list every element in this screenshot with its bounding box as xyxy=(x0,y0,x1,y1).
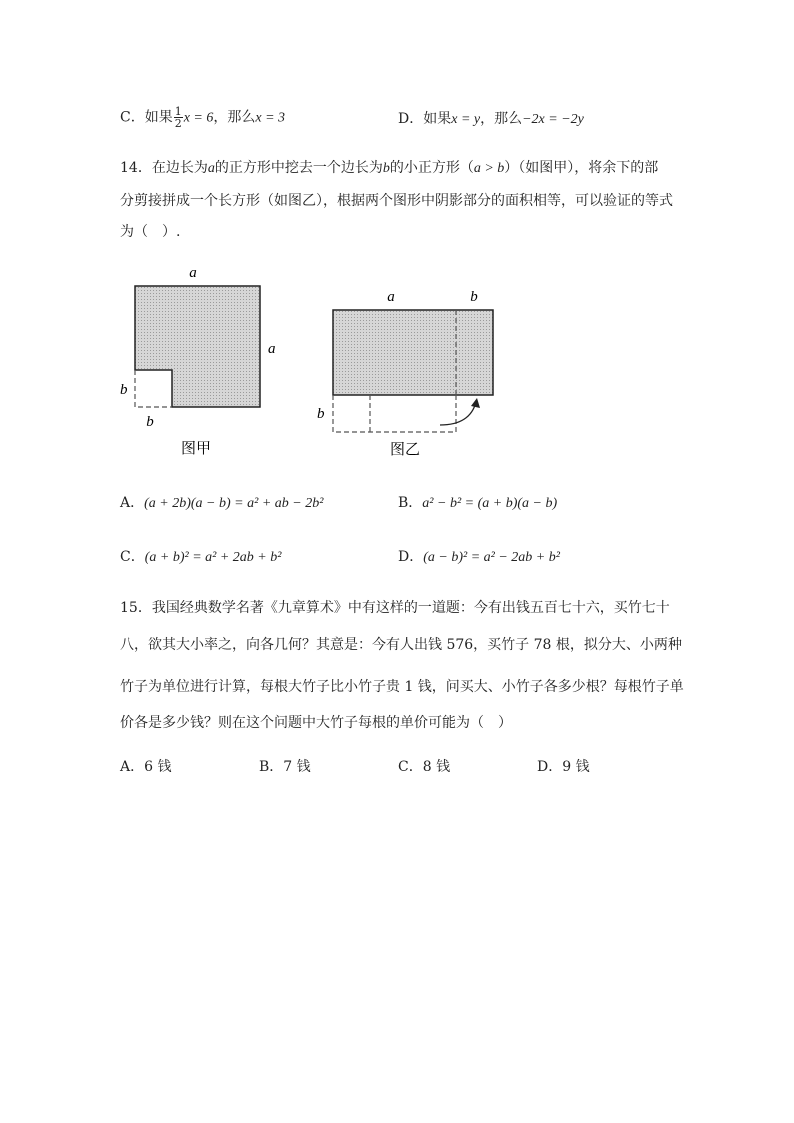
figure-jia-caption: 图甲 xyxy=(180,439,212,457)
q14-option-a-expr: (a + 2b)(a − b) = a² + ab − 2b² xyxy=(144,496,324,511)
q14-option-d: D．(a − b)² = a² − 2ab + b² xyxy=(398,549,560,565)
q14-line-3: 为（ ）. xyxy=(120,224,181,240)
q14-var-b: b xyxy=(382,161,390,176)
q14-condition: a > b xyxy=(473,161,505,176)
q15-option-b: B．7 钱 xyxy=(259,759,311,775)
figure-yi-move-arrow xyxy=(440,402,476,425)
q14-option-a: A．(a + 2b)(a − b) = a² + ab − 2b² xyxy=(120,495,324,511)
q13-option-c xyxy=(120,106,285,129)
q15-option-c: C．8 钱 xyxy=(398,759,451,775)
q13-option-d xyxy=(398,108,584,128)
figure-jia-label-right: a xyxy=(268,341,276,357)
q13-option-d-eq2: −2x = −2y xyxy=(522,112,584,127)
figure-yi-label-b: b xyxy=(470,289,478,305)
figure-yi-arrow-head xyxy=(471,398,480,408)
q14-option-b: B．a² − b² = (a + b)(a − b) xyxy=(398,495,558,511)
q15-line-1: 15．我国经典数学名著《九章算术》中有这样的一道题：今有出钱五百七十六，买竹七十 xyxy=(120,600,670,616)
q14-option-c: C．(a + b)² = a² + 2ab + b² xyxy=(120,549,282,565)
q13-option-d-mid: ，那么 xyxy=(480,111,523,127)
q13-option-c-label: C．如果 xyxy=(120,109,173,126)
q15-option-d: D．9 钱 xyxy=(537,759,590,775)
figure-jia-removed-square xyxy=(135,370,172,407)
figure-yi xyxy=(317,289,493,458)
figure-jia-shaded-region xyxy=(135,286,260,407)
figure-yi-label-a: a xyxy=(387,289,395,305)
figure-jia-label-bottom: b xyxy=(146,414,154,430)
q13-option-c-eq2: x = 3 xyxy=(255,110,286,126)
q14-option-c-expr: (a + b)² = a² + 2ab + b² xyxy=(144,550,282,565)
figure-jia-label-left: b xyxy=(120,382,128,398)
q13-option-d-label: D．如果 xyxy=(398,111,452,127)
q13-option-c-fraction: $\frac{1}{2}$ xyxy=(174,105,182,130)
q15-line-2: 八，欲其大小率之，向各几何？其意是：今有人出钱 576，买竹子 78 根，拟分大、小两种 xyxy=(120,637,682,653)
figure-yi-label-left: b xyxy=(317,406,325,422)
figure-yi-caption: 图乙 xyxy=(389,440,421,458)
q14-var-a: a xyxy=(207,161,215,176)
q14-line-1: 14．在边长为a的正方形中挖去一个边长为b的小正方形（a > b）（如图甲），将余下的部 xyxy=(120,160,659,176)
q15-line-3: 竹子为单位进行计算，每根大竹子比小竹子贵 1 钱，问买大、小竹子各多少根？每根竹子单 xyxy=(120,679,684,695)
q15-option-a: A．6 钱 xyxy=(120,759,172,775)
q14-line-2: 分剪接拼成一个长方形（如图乙），根据两个图形中阴影部分的面积相等，可以验证的等式 xyxy=(120,193,673,209)
q14-figures xyxy=(0,260,794,460)
q13-option-c-eq1: x = 6 xyxy=(183,110,214,126)
figure-jia xyxy=(120,265,276,457)
q15-line-4: 价各是多少钱？则在这个问题中大竹子每根的单价可能为（ ） xyxy=(120,715,512,731)
figure-yi-shaded-rectangle xyxy=(333,310,493,395)
q14-option-d-expr: (a − b)² = a² − 2ab + b² xyxy=(423,550,560,565)
q14-option-b-expr: a² − b² = (a + b)(a − b) xyxy=(422,496,558,511)
figure-jia-label-top: a xyxy=(189,265,197,281)
figure-yi-dashed-strip xyxy=(333,395,456,432)
q13-option-d-eq1: x = y xyxy=(451,112,481,127)
q13-option-c-mid: ，那么 xyxy=(213,109,256,126)
